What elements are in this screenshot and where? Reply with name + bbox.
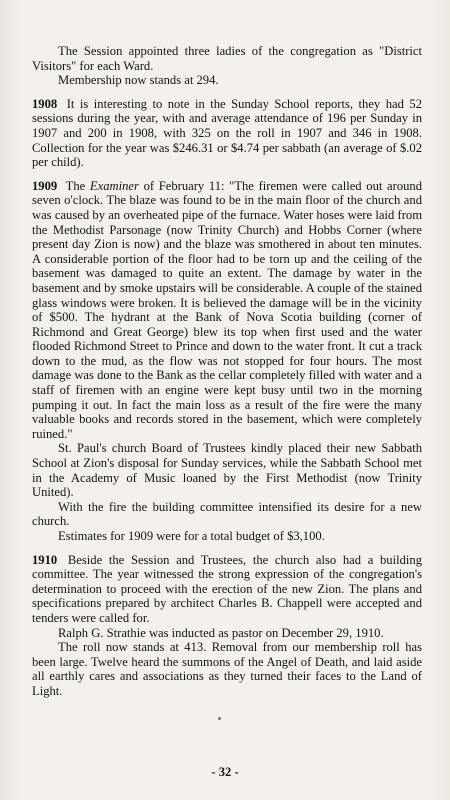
year-heading-1908: 1908 xyxy=(32,96,58,111)
paragraph-1909-text: of February 11: "The firemen were called out around seven o'clock. The blaze was found to be in the main floor of the church and was caused by an overheated pipe of the furnace. Water hoses were laid from the Methodist Parsonage (now Trinity Church) and Hobbs Corner (where present day Zion is now) and the blaze was smothered in about ten minutes. A considerable portion of the floor had to be torn up and the ceiling of the basement was damaged to quite an extent. The damage by water in the basement and by smoke upstairs will be considerable. A couple of the stained glass windows were broken. It is believed the damage will be in the vicinity of $500. The hydrant at the Bank of Nova Scotia building (corner of Richmond and Great George) blew its top when first used and the water flooded Richmond Street to Prince and down to the water front. It cut a track down to the mud, as the flow was not stopped for four hours. The most damage was done to the Bank as the cellar completely filled with water and a staff of firemen with an engine were kept busy until two in the morning pumping it out. In fact the main loss as a result of the fire were the many valuable books and records stored in the basement, which were completely ruined." xyxy=(32,178,423,441)
paragraph-membership-294: Membership now stands at 294. xyxy=(58,73,219,88)
paragraph-1910-text: Beside the Session and Trustees, the church also had a building committee. The year witnessed the strong expression of the congregation's determination to proceed with the erection of the new Zion. The plans and specifications prepared by architect Charles B. Chappell were accepted and tenders were called for. xyxy=(32,552,422,625)
publication-name: Examiner xyxy=(89,178,139,193)
body-text xyxy=(32,44,422,699)
paragraph-roll-413: The roll now stands at 413. Removal from our membership roll has been large. Twelve heard the summons of the Angel of Death, and laid aside all earthly cares and associations as they turned their faces to the Land of Light. xyxy=(32,640,422,698)
paragraph-district-visitors: The Session appointed three ladies of the congregation as "District Visitors" for each Ward. xyxy=(32,44,422,73)
paragraph-1910 xyxy=(32,553,422,626)
paragraph-strathie: Ralph G. Strathie was inducted as pastor on December 29, 1910. xyxy=(58,625,384,640)
paragraph-st-pauls: St. Paul's church Board of Trustees kindly placed their new Sabbath School at Zion's disposal for Sunday services, while the Sabbath School met in the Academy of Music loaned by the First Methodist (now Trinity United). xyxy=(32,441,422,500)
year-heading-1910: 1910 xyxy=(32,552,58,567)
paragraph-1909 xyxy=(32,179,422,442)
paragraph-1909-lead: The xyxy=(65,178,86,193)
paragraph-1908 xyxy=(32,97,422,170)
ink-speck xyxy=(218,717,221,720)
paragraph-building-committee: With the fire the building committee intensified its desire for a new church. xyxy=(32,499,422,529)
year-heading-1909: 1909 xyxy=(32,178,58,193)
paragraph-1908-text: It is interesting to note in the Sunday School reports, they had 52 sessions during the year, with and average attendance of 196 per Sunday in 1907 and 200 in 1908, with 325 on the roll in 1907 and 346 in 1908. Collection for the year was $246.31 or $4.74 per sabbath (an average of $.02 per child). xyxy=(32,96,422,170)
page-number: - 32 - xyxy=(211,765,239,779)
paragraph-estimates-1909: Estimates for 1909 were for a total budget of $3,100. xyxy=(58,529,325,543)
